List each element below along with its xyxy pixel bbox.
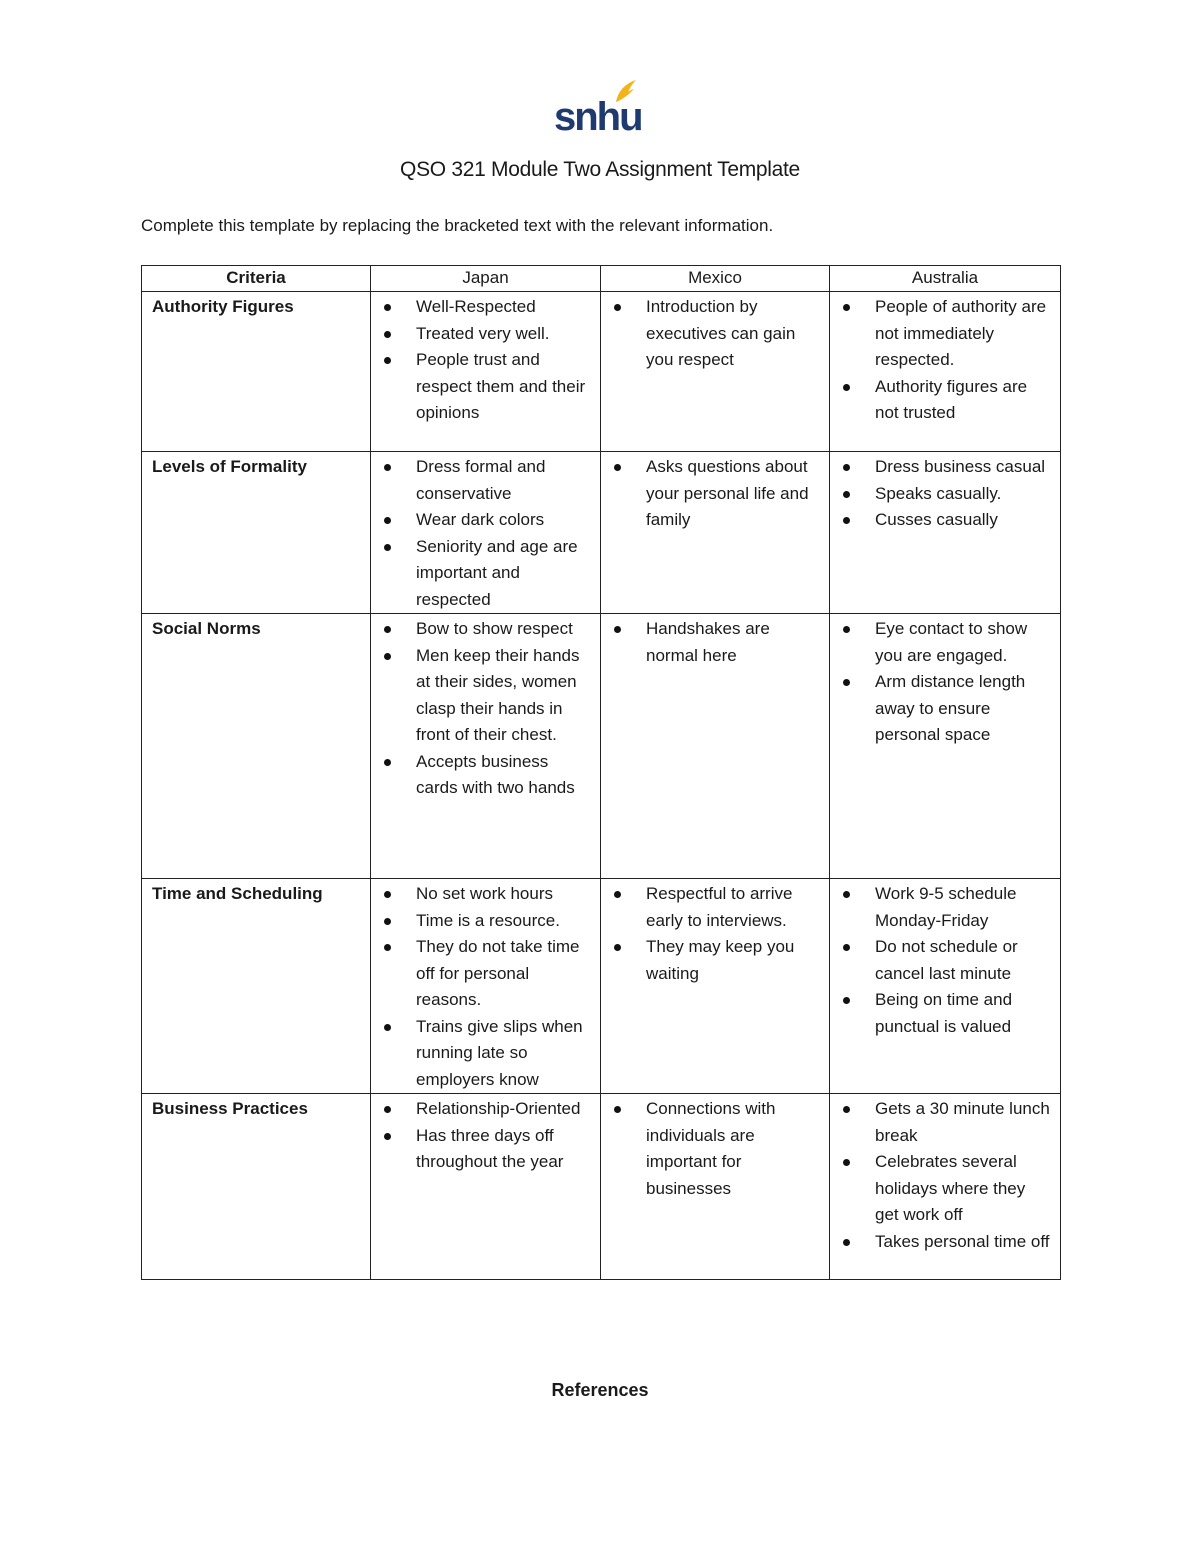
mexico-cell xyxy=(601,1094,830,1280)
list-item: No set work hours xyxy=(416,881,592,908)
criteria-label: Levels of Formality xyxy=(142,452,371,614)
mexico-cell xyxy=(601,452,830,614)
list-item: Dress business casual xyxy=(875,454,1052,481)
list-item: Dress formal and conservative xyxy=(416,454,592,507)
australia-cell xyxy=(830,614,1061,879)
table-row xyxy=(142,452,1061,614)
list-item: Gets a 30 minute lunch break xyxy=(875,1096,1052,1149)
list-item: Treated very well. xyxy=(416,321,592,348)
list-item: Asks questions about your personal life and family xyxy=(646,454,821,534)
svg-text:snhu: snhu xyxy=(554,95,642,134)
table-row xyxy=(142,879,1061,1094)
table-row xyxy=(142,1094,1061,1280)
australia-cell xyxy=(830,452,1061,614)
list-item: Relationship-Oriented xyxy=(416,1096,592,1123)
list-item: Do not schedule or cancel last minute xyxy=(875,934,1052,987)
list-item: Time is a resource. xyxy=(416,908,592,935)
table-row xyxy=(142,292,1061,452)
list-item: Cusses casually xyxy=(875,507,1052,534)
list-item: They do not take time off for personal reasons. xyxy=(416,934,592,1014)
list-item: People trust and respect them and their opinions xyxy=(416,347,592,427)
header-criteria: Criteria xyxy=(142,266,371,292)
mexico-cell xyxy=(601,292,830,452)
list-item: Handshakes are normal here xyxy=(646,616,821,669)
japan-cell xyxy=(371,614,601,879)
list-item: Eye contact to show you are engaged. xyxy=(875,616,1052,669)
list-item: Well-Respected xyxy=(416,294,592,321)
criteria-label: Time and Scheduling xyxy=(142,879,371,1094)
instructions-text: Complete this template by replacing the bracketed text with the relevant information. xyxy=(141,216,774,235)
japan-cell xyxy=(371,879,601,1094)
list-item: Being on time and punctual is valued xyxy=(875,987,1052,1040)
list-item: Seniority and age are important and respected xyxy=(416,534,592,614)
list-item: Bow to show respect xyxy=(416,616,592,643)
list-item: Has three days off throughout the year xyxy=(416,1123,592,1176)
criteria-label: Authority Figures xyxy=(142,292,371,452)
header-australia: Australia xyxy=(830,266,1061,292)
australia-cell xyxy=(830,292,1061,452)
table-row xyxy=(142,614,1061,879)
list-item: People of authority are not immediately respected. xyxy=(875,294,1052,374)
list-item: Men keep their hands at their sides, women clasp their hands in front of their chest. xyxy=(416,643,592,749)
list-item: They may keep you waiting xyxy=(646,934,821,987)
criteria-label: Social Norms xyxy=(142,614,371,879)
list-item: Wear dark colors xyxy=(416,507,592,534)
japan-cell xyxy=(371,292,601,452)
references-heading: References xyxy=(551,1380,649,1400)
japan-cell xyxy=(371,452,601,614)
table-header-row xyxy=(142,266,1061,292)
mexico-cell xyxy=(601,879,830,1094)
header-mexico: Mexico xyxy=(601,266,830,292)
list-item: Work 9-5 schedule Monday-Friday xyxy=(875,881,1052,934)
criteria-table xyxy=(141,265,1061,1280)
mexico-cell xyxy=(601,614,830,879)
list-item: Speaks casually. xyxy=(875,481,1052,508)
page-title: QSO 321 Module Two Assignment Template xyxy=(400,158,800,181)
australia-cell xyxy=(830,1094,1061,1280)
list-item: Accepts business cards with two hands xyxy=(416,749,592,802)
list-item: Respectful to arrive early to interviews. xyxy=(646,881,821,934)
criteria-label: Business Practices xyxy=(142,1094,371,1280)
list-item: Introduction by executives can gain you respect xyxy=(646,294,821,374)
list-item: Trains give slips when running late so employers know xyxy=(416,1014,592,1094)
list-item: Celebrates several holidays where they get work off xyxy=(875,1149,1052,1229)
list-item: Connections with individuals are important for businesses xyxy=(646,1096,821,1202)
header-japan: Japan xyxy=(371,266,601,292)
list-item: Authority figures are not trusted xyxy=(875,374,1052,427)
snhu-logo xyxy=(548,72,648,134)
list-item: Arm distance length away to ensure personal space xyxy=(875,669,1052,749)
australia-cell xyxy=(830,879,1061,1094)
japan-cell xyxy=(371,1094,601,1280)
list-item: Takes personal time off xyxy=(875,1229,1052,1256)
